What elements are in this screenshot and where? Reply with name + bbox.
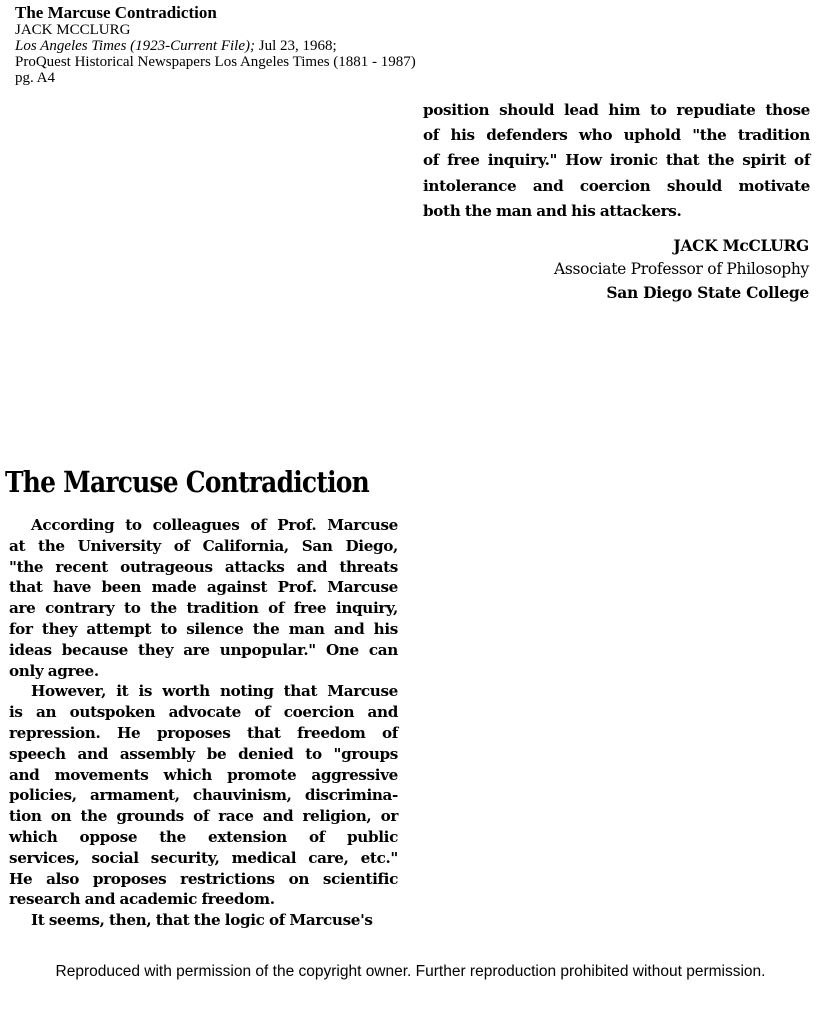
article-line: intolerance and coercion should motivate <box>423 176 810 195</box>
article-line: position should lead him to repudiate those <box>423 101 810 119</box>
article-line: is an outspoken advocate of coercion and <box>9 703 398 722</box>
citation-header <box>15 4 535 86</box>
citation-source <box>15 38 535 54</box>
article-line: of free inquiry." How ironic that the spirit of <box>423 151 810 170</box>
article-line: of his defenders who uphold "the tradition <box>423 126 810 145</box>
article-line: However, it is worth noting that Marcuse <box>31 682 398 701</box>
signature-name: JACK McCLURG <box>673 236 809 255</box>
article-right-column <box>423 98 810 224</box>
signature-institution: San Diego State College <box>606 283 809 302</box>
article-line: are contrary to the tradition of free inquiry, <box>9 599 398 618</box>
article-line: According to colleagues of Prof. Marcuse <box>31 516 398 534</box>
article-left-column <box>9 515 398 931</box>
article-line: and movements which promote aggressive <box>9 765 398 784</box>
citation-source-date: Jul 23, 1968; <box>255 38 337 54</box>
signature-title: Associate Professor of Philosophy <box>553 259 809 278</box>
copyright-footer: Reproduced with permission of the copyright owner. Further reproduction prohibited without permission. <box>55 963 766 980</box>
article-line: that have been made against Prof. Marcuse <box>9 578 398 597</box>
article-line: at the University of California, San Diego, <box>9 536 398 555</box>
article-line: ideas because they are unpopular." One can <box>9 640 398 659</box>
article-line: speech and assembly be denied to "groups <box>9 744 398 763</box>
signature-block <box>489 234 809 305</box>
citation-source-publication: Los Angeles Times (1923-Current File); <box>15 38 255 54</box>
citation-database: ProQuest Historical Newspapers Los Angeles Times (1881 - 1987) <box>15 54 416 70</box>
article-line: for they attempt to silence the man and his <box>9 619 398 638</box>
article-line: services, social security, medical care, etc." <box>9 848 398 867</box>
article-line: It seems, then, that the logic of Marcuse's <box>31 911 373 930</box>
article-line: tion on the grounds of race and religion, or <box>9 807 398 826</box>
article-line: repression. He proposes that freedom of <box>9 723 398 742</box>
article-line: policies, armament, chauvinism, discrimina- <box>9 786 398 805</box>
citation-title: The Marcuse Contradiction <box>15 3 217 22</box>
article-line: research and academic freedom. <box>9 890 275 909</box>
article-headline: The Marcuse Contradiction <box>5 465 370 499</box>
citation-page: pg. A4 <box>15 70 56 86</box>
article-line: which oppose the extension of public <box>9 827 398 846</box>
citation-author: JACK MCCLURG <box>15 22 131 38</box>
article-line: He also proposes restrictions on scientific <box>9 869 398 888</box>
article-line: only agree. <box>9 661 99 680</box>
article-line: both the man and his attackers. <box>423 201 682 220</box>
article-line: "the recent outrageous attacks and threats <box>9 557 398 576</box>
